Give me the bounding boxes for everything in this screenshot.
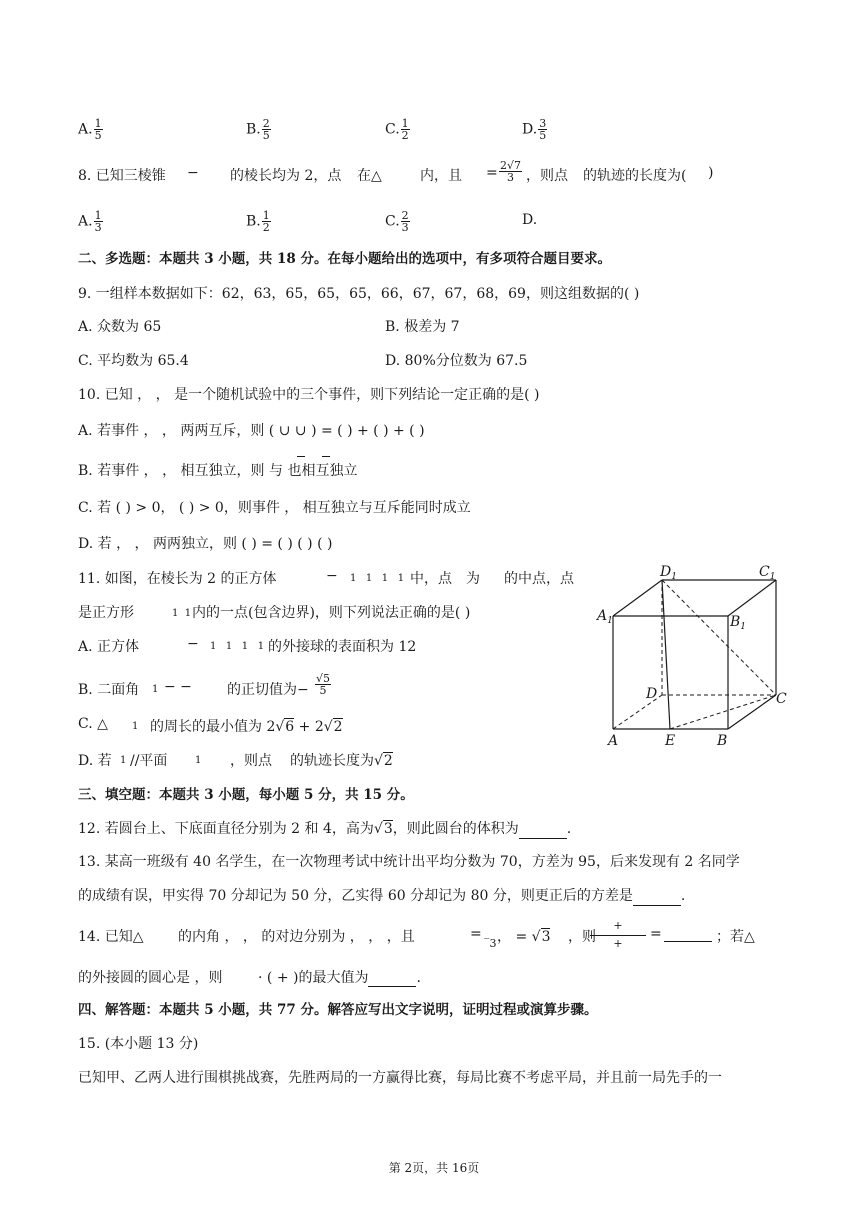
q12-stem: 12. 若圆台上、下底面直径分别为 2 和 4，高为√3，则此圆台的体积为 . <box>78 821 572 837</box>
fraction: $\frac{2}{3}$ <box>401 209 409 234</box>
q9-option-b: B. 极差为 7 <box>385 319 460 335</box>
q10-option-a: A. 若事件 ， ， 两两互斥，则 ( ∪ ∪ ) = ( ) + ( ) + ( ) <box>78 423 425 439</box>
edge-a1d1 <box>613 580 662 616</box>
segment-d1e <box>662 580 670 729</box>
complement-bar <box>322 456 330 457</box>
label-b: B <box>717 733 728 749</box>
segment-d1c-hidden <box>662 580 776 695</box>
label-b1: $B_1$ <box>730 614 747 632</box>
label-d1: $D_1$ <box>660 564 677 582</box>
label-d: D <box>646 686 658 702</box>
section-heading-free-response: 四、解答题：本题共 5 小题，共 77 分。解答应写出文字说明，证明过程或演算步骤。 <box>78 1002 598 1018</box>
edge-b1c1 <box>728 580 776 616</box>
page-footer: 第 2页，共 16页 <box>388 1161 480 1175</box>
q7-option-a: A. $\frac{1}{5}$ <box>78 117 102 142</box>
q8-option-c: C. $\frac{2}{3}$ <box>385 209 409 234</box>
fraction: $\frac{1}{2}$ <box>401 117 409 142</box>
complement-bar <box>297 456 305 457</box>
label-a1: $A_1$ <box>597 608 613 626</box>
segment-ec-hidden <box>670 695 776 729</box>
answer-blank[interactable] <box>368 972 416 987</box>
answer-blank[interactable] <box>664 927 712 942</box>
q15-line-1: 已知甲、乙两人进行围棋挑战赛，先胜两局的一方赢得比赛，每局比赛不考虑平局，并且前一局先手的一 <box>78 1070 722 1086</box>
q9-option-a: A. 众数为 65 <box>78 319 162 335</box>
label-c1: $C_1$ <box>759 564 776 582</box>
cube-figure <box>596 562 796 750</box>
q8-option-b: B. $\frac{1}{2}$ <box>246 209 270 234</box>
q8-option-d: D. <box>522 212 538 228</box>
q7-option-c: C. $\frac{1}{2}$ <box>385 117 409 142</box>
fraction: $\frac{2√7}{3}$ <box>500 159 522 184</box>
q13-line-2: 的成绩有误，甲实得 70 分却记为 50 分，乙实得 60 分却记为 80 分，则更正后的方差是 . <box>78 888 686 904</box>
q9-stem: 9. 一组样本数据如下：62，63，65，65，65，66，67，67，68，69，则这组数据的( ) <box>78 286 640 302</box>
q7-option-d: D. $\frac{3}{5}$ <box>522 117 547 142</box>
section-heading-fill-in: 三、填空题：本题共 3 小题，每小题 5 分，共 15 分。 <box>78 787 414 803</box>
fraction: $\frac{3}{5}$ <box>539 117 547 142</box>
q10-option-d: D. 若 ， ， 两两独立，则 ( ) = ( ) ( ) ( ) <box>78 536 333 552</box>
q8-option-a: A. $\frac{1}{3}$ <box>78 209 102 234</box>
q13-line-1: 13. 某高一班级有 40 名学生，在一次物理考试中统计出平均分数为 70，方差为 95，后来发现有 2 名同学 <box>78 854 740 870</box>
fraction: $\frac{2}{5}$ <box>262 117 270 142</box>
label-c: C <box>776 691 787 707</box>
fraction: $\frac{1}{2}$ <box>262 209 270 234</box>
q9-option-d: D. 80%分位数为 67.5 <box>385 353 528 369</box>
q7-option-b: B. $\frac{2}{5}$ <box>246 117 270 142</box>
q10-option-b: B. 若事件 ， ， 相互独立，则 与 也相互独立 <box>78 463 358 479</box>
label-e: E <box>665 733 676 749</box>
fraction: $\frac{1}{3}$ <box>94 209 102 234</box>
answer-blank[interactable] <box>633 891 681 906</box>
fraction: $\frac{1}{5}$ <box>94 117 102 142</box>
label-a: A <box>608 733 619 749</box>
q10-option-c: C. 若 ( ) > 0， ( ) > 0，则事件 ， 相互独立与互斥能同时成立 <box>78 500 471 516</box>
fraction-bar <box>590 935 646 936</box>
edge-bc <box>728 695 776 729</box>
q15-heading: 15. (本小题 13 分) <box>78 1036 199 1052</box>
q10-stem: 10. 已知 ， ， 是一个随机试验中的三个事件，则下列结论一定正确的是( ) <box>78 387 540 403</box>
q9-option-c: C. 平均数为 65.4 <box>78 353 189 369</box>
fraction: $\frac{√5}{5}$ <box>316 672 331 697</box>
answer-blank[interactable] <box>519 824 567 839</box>
section-heading-multiple-choice: 二、多选题：本题共 3 小题，共 18 分。在每小题给出的选项中，有多项符合题目要求。 <box>78 251 611 267</box>
